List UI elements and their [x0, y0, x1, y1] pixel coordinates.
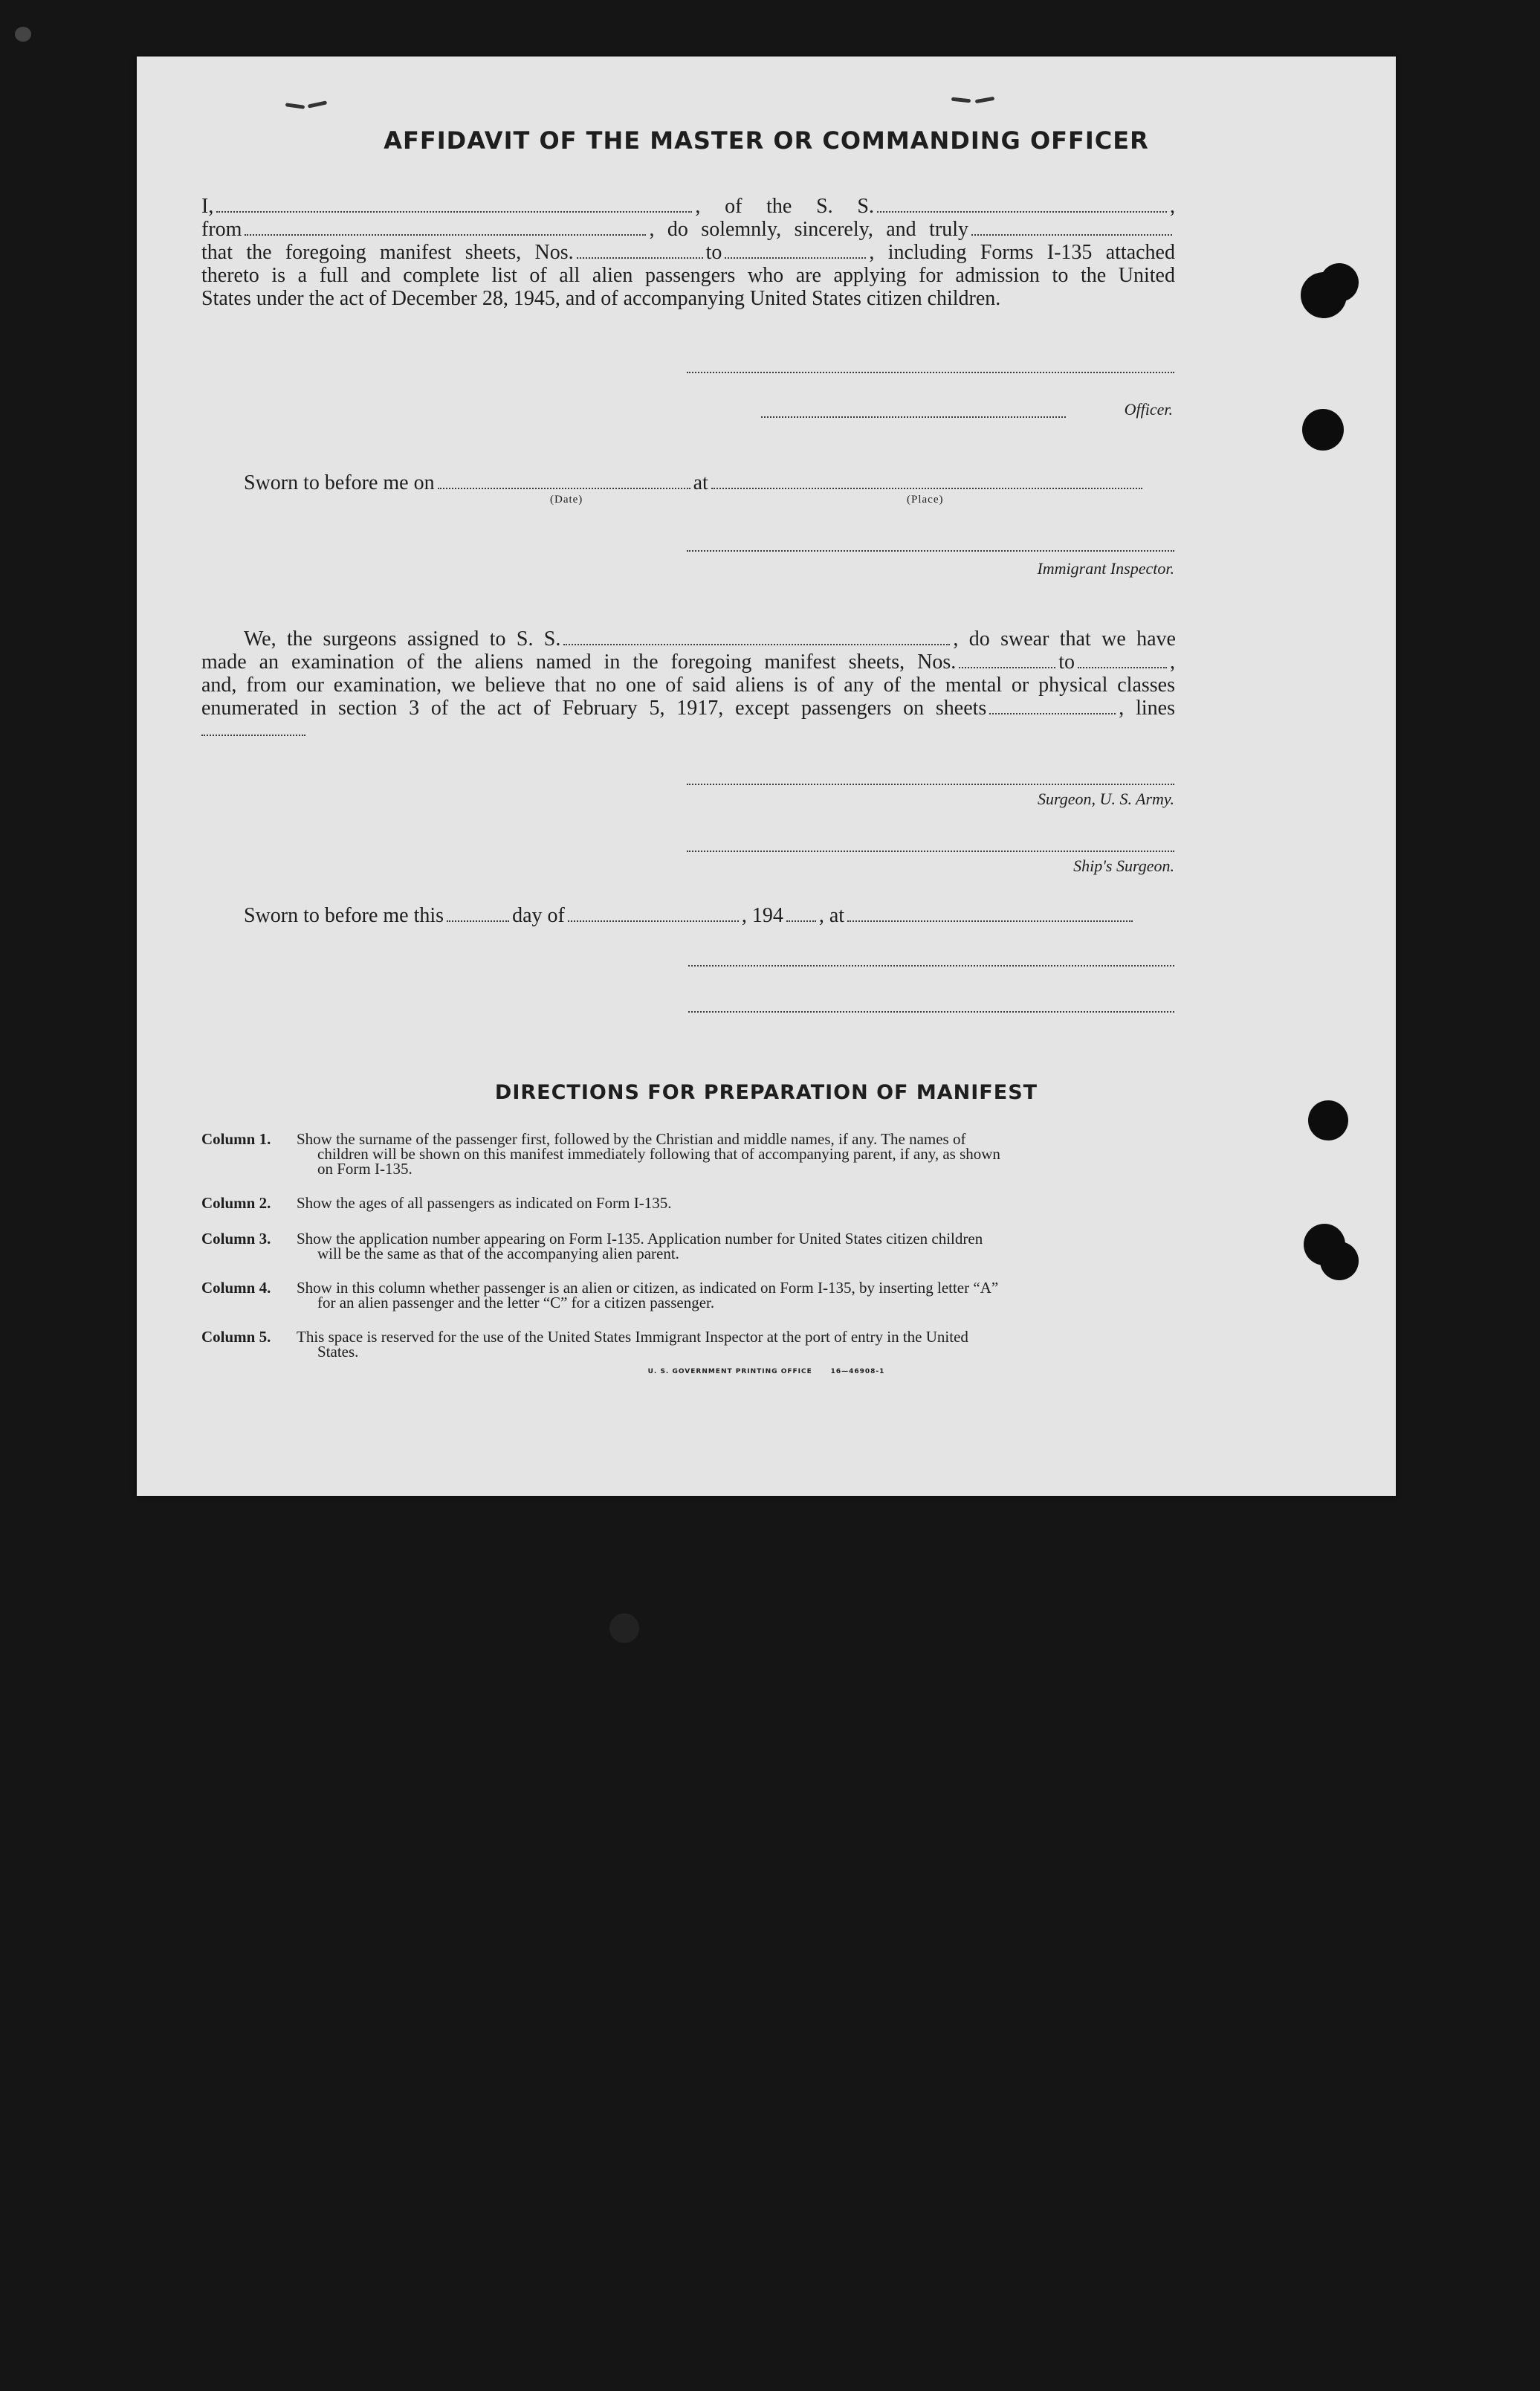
- print-mark: [285, 103, 305, 109]
- witness-signature-line-2[interactable]: [688, 1011, 1174, 1013]
- directions-title: DIRECTIONS FOR PREPARATION OF MANIFEST: [494, 1081, 1038, 1104]
- place-label: (Place): [907, 494, 944, 506]
- affidavit-line-1: I, , of the S. S. ,: [201, 195, 1175, 218]
- inspector-label: Immigrant Inspector.: [1037, 559, 1174, 578]
- officer-signature-line[interactable]: [761, 416, 1066, 418]
- affidavit-title: AFFIDAVIT OF THE MASTER OR COMMANDING OFFICER: [384, 126, 1149, 155]
- surgeons-sworn-line: Sworn to before me this day of , 194 , at: [244, 904, 1176, 927]
- punch-hole: [1320, 1242, 1359, 1280]
- sworn-day-blank[interactable]: [447, 920, 509, 922]
- surgeons-line-1: We, the surgeons assigned to S. S. , do swear that we have: [244, 627, 1176, 651]
- inspector-signature-line[interactable]: [687, 550, 1174, 552]
- affidavit-line-2: from , do solemnly, sincerely, and truly: [201, 218, 1175, 241]
- punch-hole: [1302, 409, 1344, 451]
- army-surgeon-label: Surgeon, U. S. Army.: [1038, 790, 1174, 808]
- ship-name-blank[interactable]: [877, 211, 1167, 213]
- surgeons-ship-blank[interactable]: [563, 644, 950, 645]
- sworn-at-blank[interactable]: [847, 920, 1133, 922]
- surgeons-line-2: made an examination of the aliens named in the foregoing manifest sheets, Nos. to ,: [201, 651, 1175, 674]
- affidavit-line-5: States under the act of December 28, 1945, and of accompanying United States citizen children.: [201, 287, 1001, 310]
- officer-label: Officer.: [1124, 400, 1173, 419]
- print-mark: [975, 97, 994, 103]
- witness-signature-line-1[interactable]: [688, 965, 1174, 967]
- master-signature-line[interactable]: [687, 372, 1174, 373]
- surgeons-line-4: enumerated in section 3 of the act of February 5, 1917, except passengers on sheets , lines: [201, 697, 1175, 720]
- printer-imprint: U. S. GOVERNMENT PRINTING OFFICE 16—46908-1: [647, 1368, 885, 1375]
- punch-hole: [1320, 263, 1359, 302]
- date-label: (Date): [550, 494, 583, 506]
- affidavit-blank[interactable]: [971, 234, 1172, 236]
- affidavit-line-4: thereto is a full and complete list of all alien passengers who are applying for admission to the United: [201, 264, 1175, 287]
- master-name-blank[interactable]: [216, 211, 692, 213]
- departure-port-blank[interactable]: [245, 234, 646, 236]
- sheet-from-blank[interactable]: [577, 257, 703, 259]
- sworn-month-blank[interactable]: [568, 920, 739, 922]
- sworn-place-blank[interactable]: [711, 488, 1142, 489]
- manifest-sheet: AFFIDAVIT OF THE MASTER OR COMMANDING OFFICER I, , of the S. S. , from , do solemnly, sincerely, and truly that the foregoing manifest sheets, Nos. to , including Forms I-135 attached thereto is a full and complete list of all alien passengers who are applying for admission to the United States under the act of December 28, 1945, and of accompanying United States citizen children. Officer. Sworn to before me on at (Date) (Place) Immigrant Inspector. We, the surgeons assigned to S. S. , do swear that we have made an examination of the aliens named in the foregoing manifest sheets, Nos. to , and, from our examination, we believe that no one of said aliens is of any of the mental or physical classes enumerated in section 3 of the act of February 5, 1917, except passengers on sheets , lines Surgeon, U. S. Army. Ship's Surgeon. Sworn to before me this day of , 194 , at DIRECTIONS FOR PREPARATION OF MANIFEST Column 1. Show the surname of the passenger first, followed by the Christian and middle names, if any. The names of children will be shown on this manifest immediately following that of accompanying parent, if any, as shown on Form I-135. Column 2. Show the ages of all passengers as indicated on Form I-135. Column 3. Show the application number appearing on Form I-135. Application number for United States citizen children will be the same as that of the accompanying alien parent. Column 4. Show in this column whether passenger is an alien or citizen, as indicated on Form I-135, by inserting letter “A” for an alien passenger and the letter “C” for a citizen passenger. Column 5. This space is reserved for the use of the United States Immigrant Inspector at the port of entry in the United States. U. S. GOVERNMENT PRINTING OFFICE 16—46908-1: [137, 57, 1396, 1496]
- sworn-line-1: Sworn to before me on at: [244, 471, 1176, 494]
- sworn-year-blank[interactable]: [786, 920, 816, 922]
- sworn-date-blank[interactable]: [438, 488, 690, 489]
- lines-blank[interactable]: [201, 735, 305, 736]
- print-mark: [951, 97, 971, 103]
- dust-speck: [15, 27, 31, 42]
- punch-hole: [1308, 1100, 1348, 1140]
- print-mark: [308, 100, 327, 108]
- surgeons-line-3: and, from our examination, we believe that no one of said aliens is of any of the mental or physical classes: [201, 674, 1175, 697]
- except-sheets-blank[interactable]: [989, 713, 1116, 714]
- exam-sheet-from-blank[interactable]: [959, 667, 1055, 668]
- affidavit-line-3: that the foregoing manifest sheets, Nos. to , including Forms I-135 attached: [201, 241, 1175, 264]
- ship-surgeon-label: Ship's Surgeon.: [1073, 856, 1174, 875]
- ship-surgeon-signature-line[interactable]: [687, 851, 1174, 852]
- army-surgeon-signature-line[interactable]: [687, 784, 1174, 785]
- dust-speck: [609, 1613, 639, 1643]
- sheet-to-blank[interactable]: [725, 257, 866, 259]
- exam-sheet-to-blank[interactable]: [1078, 667, 1167, 668]
